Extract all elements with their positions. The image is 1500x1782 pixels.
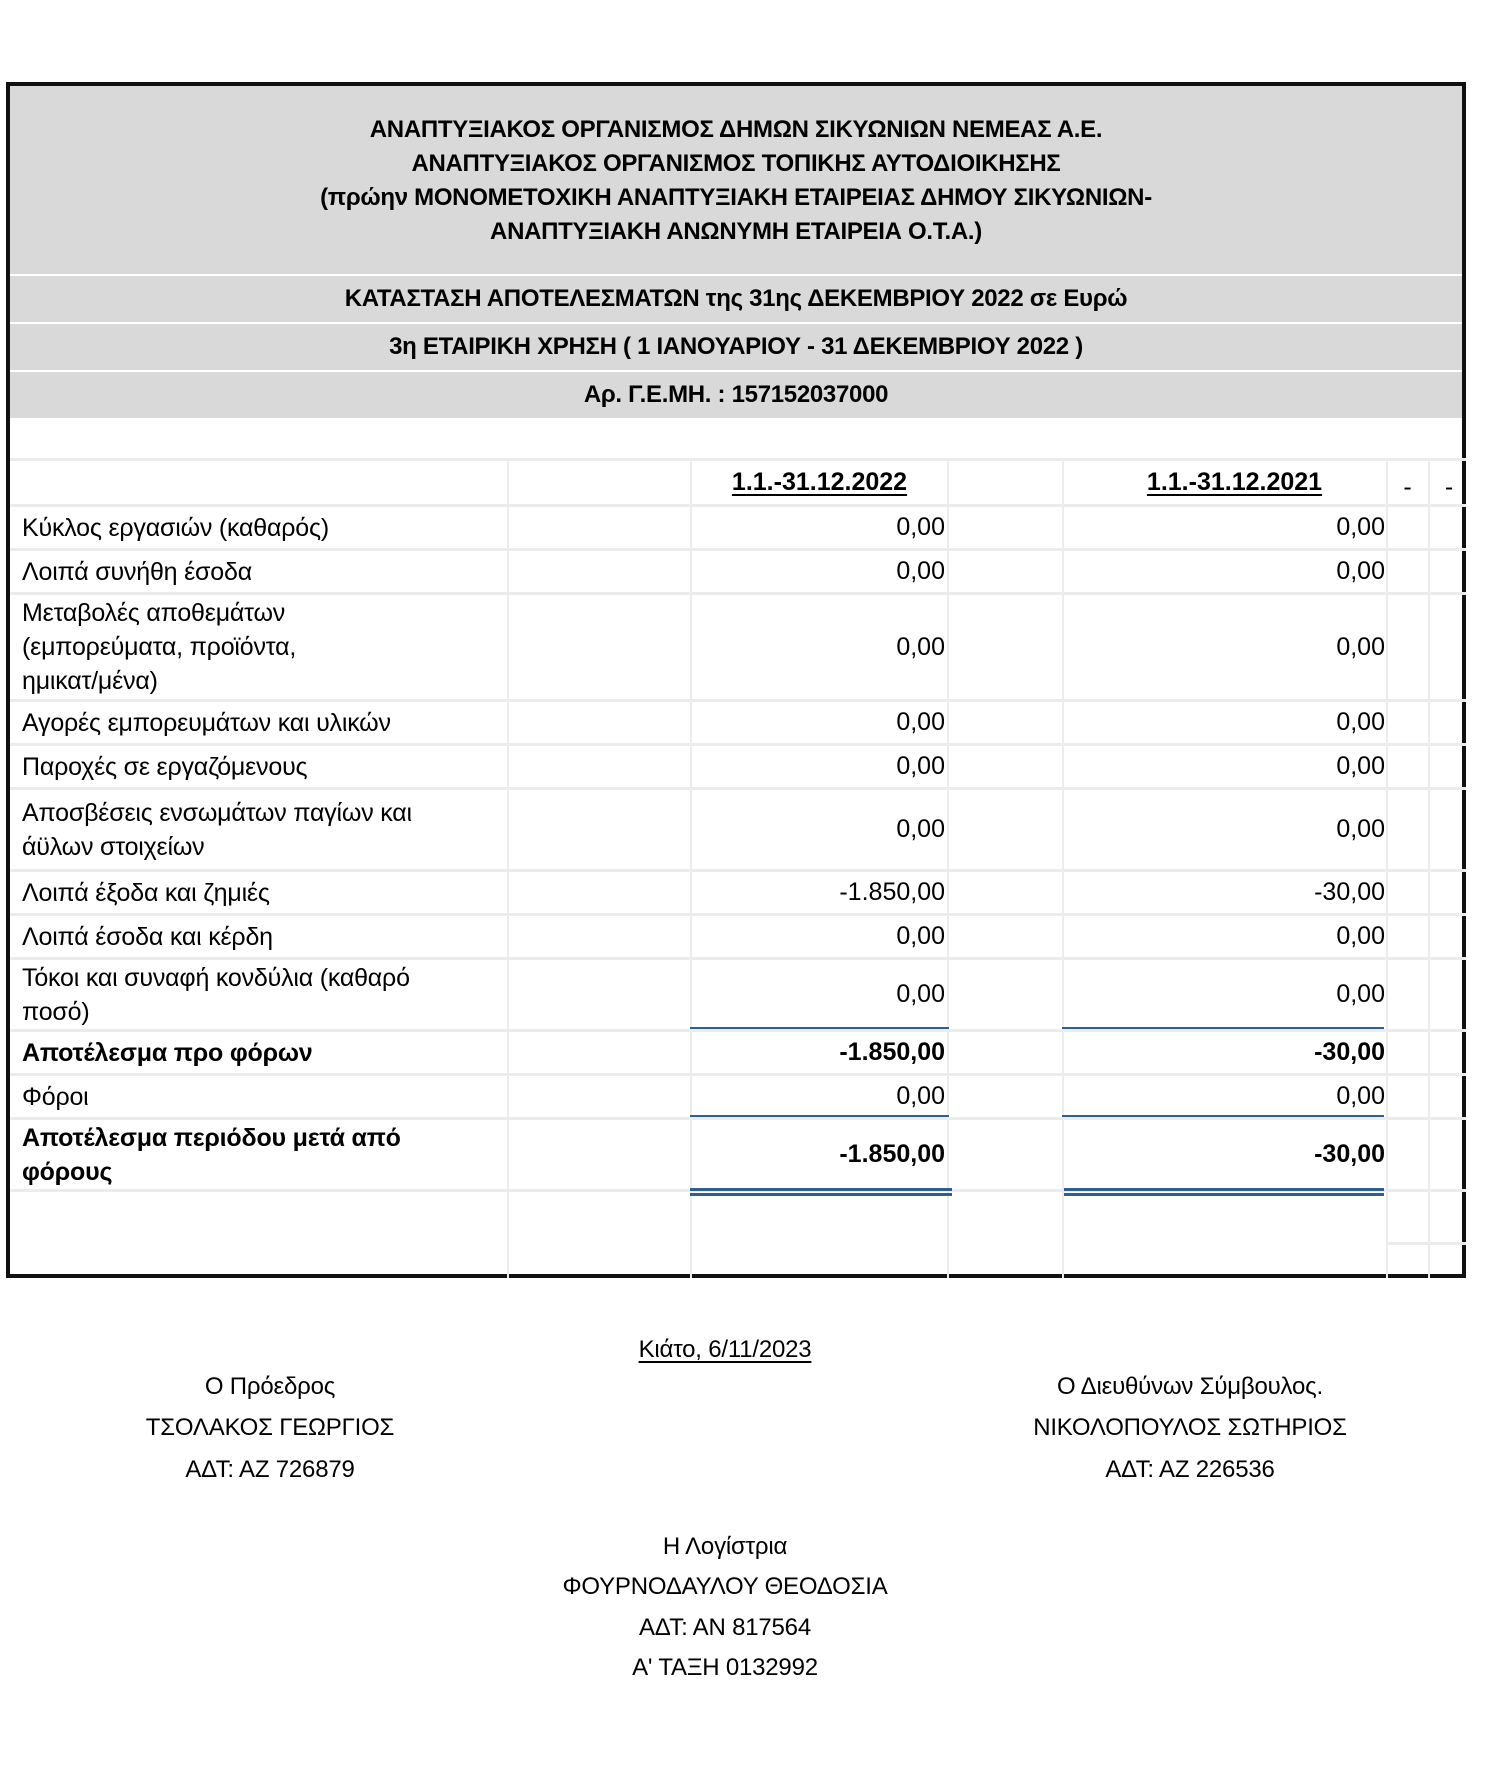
ceo-id: ΑΔΤ: ΑΖ 226536: [1105, 1456, 1275, 1483]
value-2021: 0,00: [1336, 922, 1385, 950]
table-row: [10, 787, 1466, 869]
value-2021: 0,00: [1336, 815, 1385, 843]
president-id: ΑΔΤ: ΑΖ 726879: [185, 1456, 355, 1483]
fiscal-year: 3η ΕΤΑΙΡΙΚΗ ΧΡΗΣΗ ( 1 ΙΑΝΟΥΑΡΙΟΥ - 31 ΔΕΚΕΜΒΡΙΟΥ 2022 ): [10, 324, 1462, 370]
row-label: Λοιπά έσοδα και κέρδη: [22, 922, 273, 951]
table-row: [10, 743, 1466, 787]
table-row: [10, 869, 1466, 913]
company-name: ΑΝΑΠΤΥΞΙΑΚΟΣ ΟΡΓΑΝΙΣΜΟΣ ΔΗΜΩΝ ΣΙΚΥΩΝΙΩΝ ΝΕΜΕΑΣ Α.Ε.: [369, 116, 1103, 143]
company-former-name-cont: ΑΝΑΠΤΥΞΙΑΚΗ ΑΝΩΝΥΜΗ ΕΤΑΙΡΕΙΑ Ο.Τ.Α.): [490, 218, 982, 245]
row-label: Φόροι: [22, 1082, 89, 1111]
value-2022: -1.850,00: [839, 1038, 945, 1066]
value-2021: 0,00: [1336, 557, 1385, 585]
ceo-role: Ο Διευθύνων Σύμβουλος.: [1057, 1373, 1323, 1400]
row-label: Λοιπά έξοδα και ζημιές: [22, 878, 270, 907]
value-2022: -1.850,00: [839, 878, 945, 906]
value-2021: -30,00: [1314, 1140, 1385, 1168]
row-label: Μεταβολές αποθεμάτων (εμπορεύματα, προϊόντα, ημικατ/μένα): [22, 599, 297, 695]
income-statement-sheet: [6, 82, 1466, 1278]
company-subtitle: ΑΝΑΠΤΥΞΙΑΚΟΣ ΟΡΓΑΝΙΣΜΟΣ ΤΟΠΙΚΗΣ ΑΥΤΟΔΙΟΙΚΗΣΗΣ: [411, 150, 1061, 177]
row-label: Τόκοι και συναφή κονδύλια (καθαρό ποσό): [22, 963, 410, 1026]
value-2022: 0,00: [896, 922, 945, 950]
column-header-extra-1: -: [1403, 473, 1412, 501]
company-former-name: (πρώην ΜΟΝΟΜΕΤΟΧΙΚΗ ΑΝΑΠΤΥΞΙΑΚΗ ΕΤΑΙΡΕΙΑΣ ΔΗΜΟΥ ΣΙΚΥΩΝΙΩΝ-: [320, 184, 1152, 211]
value-2021: -30,00: [1314, 878, 1385, 906]
statement-title: ΚΑΤΑΣΤΑΣΗ ΑΠΟΤΕΛΕΣΜΑΤΩΝ της 31ης ΔΕΚΕΜΒΡΙΟΥ 2022 σε Ευρώ: [10, 276, 1462, 322]
table-row: [10, 699, 1466, 743]
total-double-rule-2021: [1064, 1188, 1384, 1196]
value-2022: 0,00: [896, 632, 945, 661]
table-row: [10, 957, 1466, 1029]
value-2022: 0,00: [896, 1082, 945, 1110]
row-label: Λοιπά συνήθη έσοδα: [22, 557, 252, 586]
value-2022: 0,00: [896, 708, 945, 736]
table-row: [10, 592, 1466, 699]
row-label: Αποτέλεσμα προ φόρων: [22, 1038, 313, 1067]
president-role: Ο Πρόεδρος: [204, 1373, 336, 1400]
table-row-total: [10, 1117, 1466, 1189]
table-row: [10, 913, 1466, 957]
accountant-license: Α' ΤΑΞΗ 0132992: [632, 1654, 818, 1681]
row-label: Αγορές εμπορευμάτων και υλικών: [22, 708, 391, 737]
row-label: Αποτέλεσμα περιόδου μετά από φόρους: [22, 1123, 401, 1186]
table-row: [10, 1073, 1466, 1117]
column-header-extra-2: -: [1444, 473, 1454, 501]
value-2021: 0,00: [1336, 513, 1385, 541]
value-2022: -1.850,00: [839, 1140, 945, 1168]
value-2021: 0,00: [1336, 980, 1385, 1008]
ceo-name: ΝΙΚΟΛΟΠΟΥΛΟΣ ΣΩΤΗΡΙΟΣ: [1033, 1414, 1347, 1441]
value-2021: 0,00: [1336, 1082, 1385, 1110]
president-name: ΤΣΟΛΑΚΟΣ ΓΕΩΡΓΙΟΣ: [145, 1414, 395, 1441]
row-label: Παροχές σε εργαζόμενους: [22, 752, 308, 781]
value-2022: 0,00: [896, 752, 945, 780]
value-2021: 0,00: [1336, 752, 1385, 780]
value-2021: -30,00: [1314, 1038, 1385, 1066]
column-header-2021: 1.1.-31.12.2021: [1146, 468, 1323, 496]
value-2022: 0,00: [896, 557, 945, 585]
accountant-role: Η Λογίστρια: [662, 1533, 788, 1560]
company-title-block: [10, 86, 1462, 274]
registry-number: Αρ. Γ.Ε.ΜΗ. : 157152037000: [10, 372, 1462, 418]
value-2022: 0,00: [896, 815, 945, 843]
value-2021: 0,00: [1336, 632, 1385, 661]
row-label: Αποσβέσεις ενσωμάτων παγίων και άϋλων στοιχείων: [22, 798, 412, 861]
value-2022: 0,00: [896, 513, 945, 541]
gridline: [1386, 1242, 1466, 1245]
column-header-row: [10, 458, 1466, 504]
value-2021: 0,00: [1336, 708, 1385, 736]
table-row: [10, 548, 1466, 592]
total-double-rule-2022: [690, 1188, 952, 1196]
table-row: [10, 504, 1466, 548]
column-header-2022: 1.1.-31.12.2022: [731, 468, 908, 496]
place-date: Κιάτο, 6/11/2023: [638, 1336, 812, 1363]
accountant-name: ΦΟΥΡΝΟΔΑΥΛΟΥ ΘΕΟΔΟΣΙΑ: [562, 1573, 888, 1600]
table-row-subtotal: [10, 1029, 1466, 1073]
accountant-id: ΑΔΤ: ΑΝ 817564: [639, 1614, 811, 1641]
row-label: Κύκλος εργασιών (καθαρός): [22, 513, 329, 542]
value-2022: 0,00: [896, 980, 945, 1008]
